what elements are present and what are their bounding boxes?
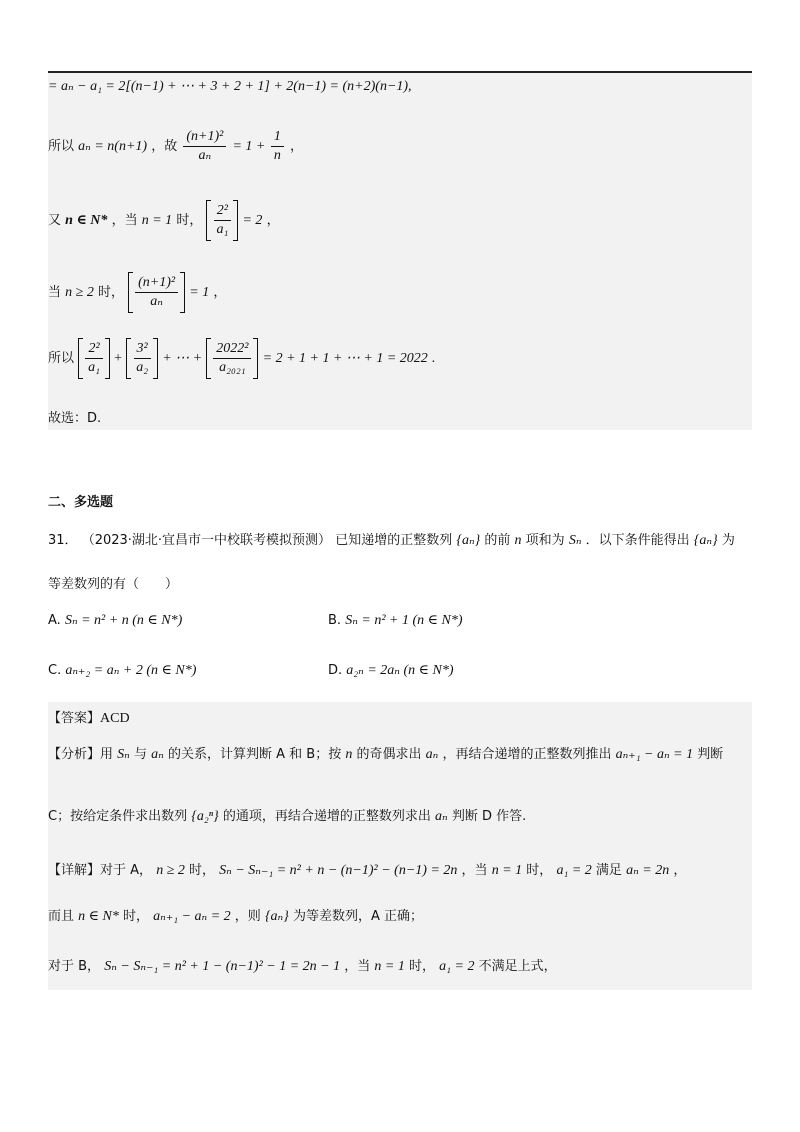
analysis-line-1 [48,746,723,764]
text: 项和为 [525,533,565,548]
text: 的前 [484,533,511,548]
fraction [271,128,284,165]
question-stem-line-2 [48,576,178,594]
text: 时， [176,213,203,228]
question-stem [48,532,735,550]
formula: {a₂ⁿ} [191,809,219,824]
text: 时， [189,863,216,878]
text: ， [290,139,304,154]
formula: aₙ₊₁ − aₙ = 1 [615,747,694,762]
solution-line-2 [48,128,303,165]
formula: aₙ = 2n [626,863,670,878]
text: 为等差数列，A 正确； [292,909,423,924]
text: 为 [721,533,735,548]
formula: aₙ = n(n+1) [78,139,148,154]
text: 所以 [48,351,75,366]
option-a[interactable] [48,612,182,629]
formula: Sₙ [568,533,582,548]
option-label: C. [48,663,62,678]
text: 判断 [697,747,724,762]
formula: Sₙ − Sₙ₋₁ = n² + 1 − (n−1)² − 1 = 2n − 1 [104,959,341,974]
formula: Sₙ − Sₙ₋₁ = n² + n − (n−1)² − (n−1) = 2n [219,863,458,878]
option-b[interactable] [328,612,463,629]
text: ， [213,285,227,300]
text: 当 [48,285,62,300]
detail-line-2 [48,908,423,926]
text: ， [673,863,687,878]
formula: n = 1 [141,213,173,228]
numerator: (n+1)² [183,128,226,147]
formula: = 1 + [232,139,269,154]
solution-line-4 [48,272,226,313]
formula: aₙ [151,747,164,762]
text: ，当 [461,863,488,878]
option-label: B. [328,613,342,628]
formula: = 1 [189,285,210,300]
formula: n = 1 [374,959,405,974]
text: 二、多选题 [48,495,114,510]
text: 不满足上式， [478,959,557,974]
formula: + ⋯ + [162,351,203,366]
text: ，再结合递增的正整数列推出 [442,747,612,762]
text: ，故 [151,139,178,154]
denominator: a₁ [88,360,101,375]
text: 所以 [48,139,75,154]
text: ， [266,213,280,228]
text: 用 [100,747,114,762]
text: 的通项，再结合递增的正整数列求出 [222,809,431,824]
text: 时， [97,285,124,300]
denominator: a₂₀₂₁ [219,360,246,375]
text: 的关系，计算判断 A 和 B；按 [167,747,342,762]
answer-tag: 【答案】 [48,711,101,726]
denominator: aₙ [150,294,163,309]
equation-text: = aₙ − a₁ = 2[(n−1) + ⋯ + 3 + 2 + 1] + 2(n−1) = (n+2)(n−1), [48,79,412,94]
text: 时， [526,863,553,878]
fraction [183,128,226,165]
floor-bracket [126,338,158,379]
question-source: （2023·湖北·宜昌市一中校联考模拟预测） [81,533,332,548]
fraction [213,202,231,239]
numerator: (n+1)² [135,274,178,293]
numerator: 2022² [213,340,251,359]
formula: = 2 [242,213,263,228]
formula: n ≥ 2 [156,863,185,878]
option-label: D. [328,663,343,678]
text: 已知递增的正整数列 [335,533,453,548]
text: ，当 [111,213,138,228]
detail-line-3 [48,958,557,976]
formula: = 2 + 1 + 1 + ⋯ + 1 = 2022 [262,351,428,366]
option-c[interactable] [48,662,196,679]
text: 而且 [48,909,75,924]
text: C；按给定条件求出数列 [48,809,188,824]
answer-value: ACD [100,711,130,726]
formula: aₙ₊₁ − aₙ = 2 [153,909,231,924]
formula: aₙ [425,747,439,762]
denominator: n [273,148,281,163]
text: 等差数列的有（ ） [48,577,179,592]
text: 又 [48,213,62,228]
option-label: A. [48,613,61,628]
denominator: a₁ [216,222,229,237]
text: 时， [409,959,436,974]
text: 判断 D 作答. [451,809,527,824]
numerator: 2² [85,340,102,359]
text: 对于 B， [48,959,101,974]
option-formula: Sₙ = n² + n (n ∈ N*) [64,613,183,628]
section-heading [48,494,113,512]
text: ，当 [344,959,371,974]
text: ，则 [234,909,261,924]
floor-bracket [78,338,110,379]
fraction [135,274,178,311]
detail-tag: 【详解】 [48,863,101,878]
formula: n ≥ 2 [65,285,94,300]
analysis-line-2 [48,808,526,826]
detail-line-1 [48,862,686,880]
option-formula: a₂ₙ = 2aₙ (n ∈ N*) [346,663,454,678]
text: 时， [123,909,150,924]
solution-line-3 [48,200,280,241]
numerator: 3² [134,340,151,359]
text: 故选：D. [48,411,102,426]
solution-line-1 [48,78,412,96]
solution-final-choice [48,410,101,428]
formula: n = 1 [491,863,523,878]
numerator: 2² [214,202,231,221]
text: ．以下条件能得出 [585,533,690,548]
formula: n [345,747,353,762]
text: 与 [134,747,148,762]
answer-line [48,710,130,728]
analysis-tag: 【分析】 [48,747,101,762]
formula: {aₙ} [264,909,289,924]
formula: n ∈ N* [65,213,108,228]
fraction [213,340,251,377]
floor-bracket [128,272,185,313]
floor-bracket [206,338,258,379]
formula: {aₙ} [456,533,481,548]
numerator: 1 [271,128,284,147]
question-number: 31． [48,533,78,548]
text: 满足 [595,863,622,878]
text: . [431,351,436,366]
option-formula: aₙ₊₂ = aₙ + 2 (n ∈ N*) [65,663,197,678]
text: 的奇偶求出 [356,747,422,762]
formula: aₙ [435,809,448,824]
floor-bracket [206,200,238,241]
formula: a₁ = 2 [439,959,475,974]
denominator: aₙ [198,148,212,163]
formula: a₁ = 2 [556,863,592,878]
fraction [133,340,151,377]
denominator: a₂ [136,360,149,375]
fraction [85,340,103,377]
text: 对于 A， [100,863,153,878]
formula: n [514,533,522,548]
option-d[interactable] [328,662,453,679]
solution-line-5: 所以 $\frac{\text{2²}}{\text{a₁}}$ + $\frac{\text{3²}}{\text{a₂}}$ + ⋯ + $\frac{\text{2022²}}{\text{a₂₀₂₁}}$ = 2 + 1 + 1 + ⋯ + 1 = 2022 . [48,338,435,379]
formula: Sₙ [117,747,130,762]
formula: {aₙ} [693,533,718,548]
option-formula: Sₙ = n² + 1 (n ∈ N*) [345,613,463,628]
formula: n ∈ N* [78,909,119,924]
